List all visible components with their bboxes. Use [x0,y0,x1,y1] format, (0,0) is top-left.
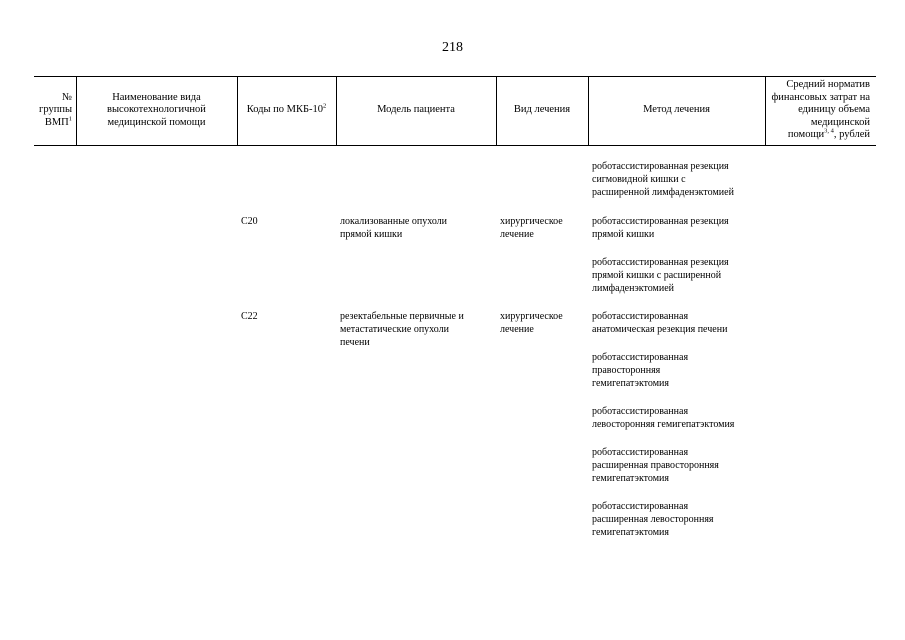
method-cell: роботассистированная резекция прямой кишки с расширенной лимфаденэктомией [592,257,729,294]
header-cost-tail: , рублей [833,129,870,141]
header-name-text: Наименование вида высокотехнологичной медицинской помощи [107,91,206,128]
header-group-no [34,76,76,145]
method-cell: роботассистированная правосторонняя гемигепатэктомия [592,352,689,389]
header-group-no-line2: группы [39,104,72,116]
header-name [76,76,237,145]
header-group-no-line1: № [61,91,72,103]
method-cell: роботассистированная расширенная левосторонняя гемигепатэктомия [592,501,714,538]
treatment-type-cell: хирургическое лечение [500,311,563,335]
header-method [588,76,765,145]
header-model [336,76,496,145]
method-cell: роботассистированная левосторонняя гемигепатэктомия [592,406,735,430]
header-codes-text: Коды по МКБ-10 [246,104,324,116]
header-group-no-line3: ВМП [44,116,69,128]
header-codes [237,76,336,145]
header-cost [765,76,876,145]
header-method-text: Метод лечения [643,104,710,116]
header-model-text: Модель пациента [377,104,455,116]
method-cell: роботассистированная резекция сигмовидной кишки с расширенной лимфаденэктомией [592,161,734,198]
method-cell: роботассистированная анатомическая резекция печени [592,311,728,335]
header-type-text: Вид лечения [513,104,571,116]
treatment-type-cell: хирургическое лечение [500,216,563,240]
icd-code-cell: C20 [241,216,258,227]
patient-model-cell: локализованные опухоли прямой кишки [340,216,448,240]
page-number: 218 [442,40,463,55]
footnote-ref: 1 [68,115,72,123]
footnote-ref: 2 [323,102,327,110]
method-cell: роботассистированная расширенная правосторонняя гемигепатэктомия [592,447,719,484]
icd-code-cell: C22 [241,311,258,322]
header-cost-text: Средний норматив финансовых затрат на единицу объема медицинской помощи [771,79,870,141]
patient-model-cell: резектабельные первичные и метастатические опухоли печени [340,311,464,348]
header-bottom-rule [34,145,876,146]
header-type [496,76,588,145]
method-cell: роботассистированная резекция прямой кишки [592,216,729,240]
footnote-ref: 3, 4 [824,127,834,135]
